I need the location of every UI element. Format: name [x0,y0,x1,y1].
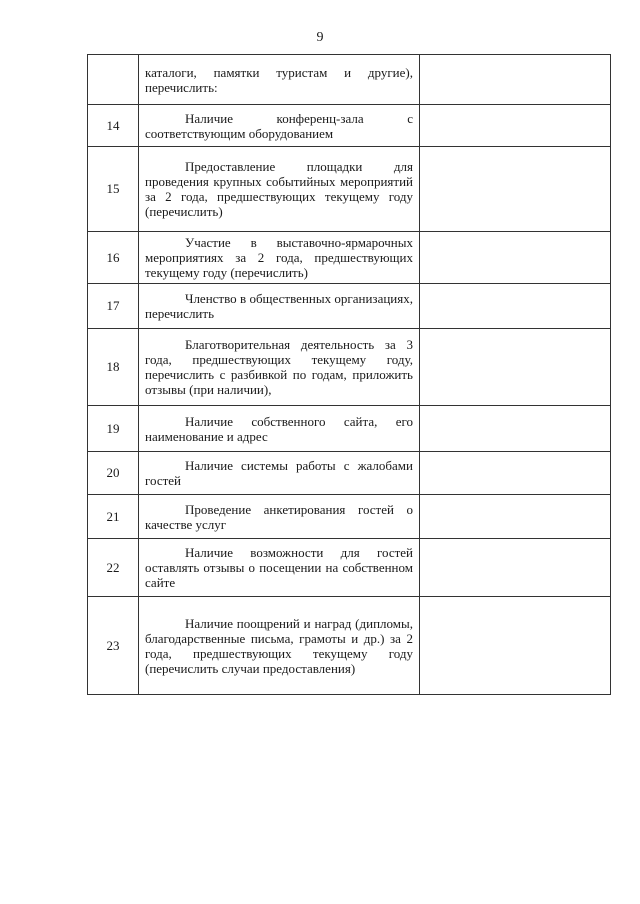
criterion-description: Наличие собственного сайта, его наименование и адрес [145,413,413,444]
criterion-value-cell[interactable] [420,539,611,597]
table-row [88,55,611,105]
criterion-description-cell [139,539,420,597]
table-row [88,147,611,232]
table-row [88,597,611,695]
row-number: 15 [88,147,139,232]
criterion-description: Участие в выставочно-ярмарочных мероприятиях за 2 года, предшествующих текущему году (перечислить) [145,235,413,280]
criterion-description: Предоставление площадки для проведения крупных событийных мероприятий за 2 года, предшествующих текущему году (перечислить) [145,159,413,219]
criterion-description-cell [139,495,420,539]
criterion-description: Наличие системы работы с жалобами гостей [145,458,413,488]
criterion-value-cell[interactable] [420,329,611,406]
criterion-description: Проведение анкетирования гостей о качестве услуг [145,501,413,532]
table-row [88,232,611,284]
criterion-description: Членство в общественных организациях, перечислить [145,291,413,321]
criterion-description-cell [139,55,420,105]
criterion-value-cell[interactable] [420,406,611,452]
criterion-description-cell [139,284,420,329]
row-number: 22 [88,539,139,597]
criterion-value-cell[interactable] [420,597,611,695]
table-row [88,539,611,597]
criterion-value-cell[interactable] [420,284,611,329]
row-number: 18 [88,329,139,406]
page-number: 9 [316,30,324,45]
table-row [88,284,611,329]
row-number: 20 [88,452,139,495]
criterion-description-cell [139,406,420,452]
criterion-description-cell [139,232,420,284]
criterion-value-cell[interactable] [420,105,611,147]
criterion-value-cell[interactable] [420,452,611,495]
criterion-description-cell [139,452,420,495]
criterion-description-cell [139,147,420,232]
row-number: 16 [88,232,139,284]
table-row [88,495,611,539]
criterion-description: Благотворительная деятельность за 3 года, предшествующих текущему году, перечислить с разбивкой по годам, приложить отзывы (при наличии), [145,337,413,397]
criterion-value-cell[interactable] [420,495,611,539]
row-number: 17 [88,284,139,329]
row-number: 14 [88,105,139,147]
criterion-description: каталоги, памятки туристам и другие), перечислить: [145,64,413,95]
criterion-description: Наличие конференц-зала с соответствующим оборудованием [145,110,413,141]
row-number: 19 [88,406,139,452]
row-number [88,55,139,105]
table-row [88,452,611,495]
criteria-table [87,54,611,695]
criterion-description: Наличие возможности для гостей оставлять отзывы о посещении на собственном сайте [145,545,413,590]
criterion-value-cell[interactable] [420,232,611,284]
table-row [88,329,611,406]
table-row [88,105,611,147]
criterion-value-cell[interactable] [420,55,611,105]
criterion-description-cell [139,105,420,147]
table-row [88,406,611,452]
criteria-table-body [88,55,611,695]
criterion-value-cell[interactable] [420,147,611,232]
criterion-description-cell [139,597,420,695]
criterion-description-cell [139,329,420,406]
row-number: 23 [88,597,139,695]
criterion-description: Наличие поощрений и наград (дипломы, благодарственные письма, грамоты и др.) за 2 года, предшествующих текущему году (перечислить случаи предоставления) [145,615,413,676]
row-number: 21 [88,495,139,539]
